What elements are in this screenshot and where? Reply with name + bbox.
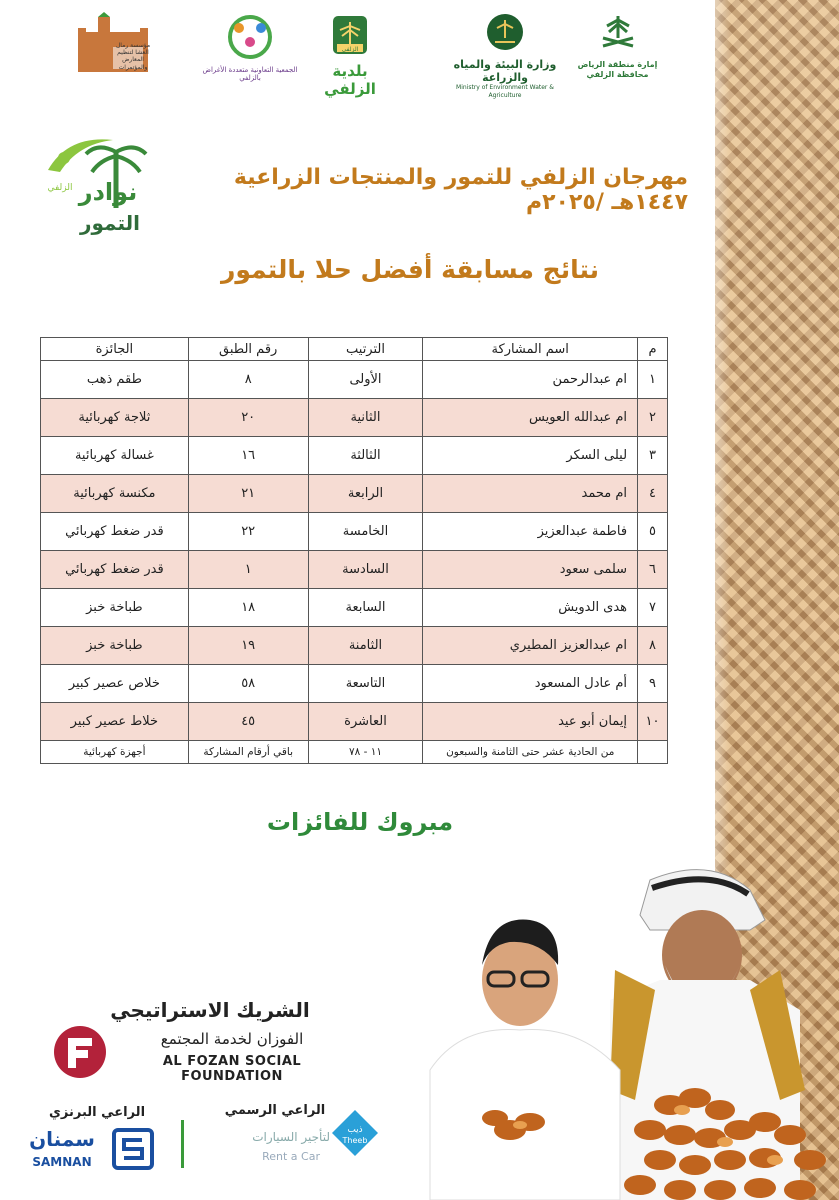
emirate-caption: إمارة منطقة الرياض محافظة الزلفي: [577, 60, 658, 79]
theeb-name-ar: لتأجير السيارات: [252, 1130, 330, 1144]
logos-row: [60, 12, 660, 99]
row-rank: الخامسة: [308, 513, 423, 551]
table-row: [41, 437, 668, 475]
samnan-name-ar: سمنان: [29, 1127, 95, 1151]
footer-plate: باقي أرقام المشاركة: [188, 741, 308, 764]
row-rank: السادسة: [308, 551, 423, 589]
header-rank: الترتيب: [308, 338, 423, 361]
row-num: ٣: [638, 437, 668, 475]
row-name: فاطمة عبدالعزيز: [423, 513, 638, 551]
table-row: [41, 513, 668, 551]
strategic-partner-title: الشريك الاستراتيجي: [110, 998, 310, 1022]
fair-organization-logo: [68, 12, 158, 76]
row-num: ٢: [638, 399, 668, 437]
row-prize: طباخة خبز: [41, 627, 189, 665]
row-plate: ٥٨: [188, 665, 308, 703]
row-rank: التاسعة: [308, 665, 423, 703]
row-prize: طقم ذهب: [41, 361, 189, 399]
ministry-logo: [440, 12, 570, 99]
row-prize: قدر ضغط كهربائي: [41, 513, 189, 551]
theeb-badge-en: Theeb: [342, 1136, 368, 1145]
row-num: ١: [638, 361, 668, 399]
row-name: هدى الدويش: [423, 589, 638, 627]
municipality-caption: بلدية الزلفي: [324, 62, 376, 98]
municipality-logo: [305, 12, 395, 98]
row-plate: ١٦: [188, 437, 308, 475]
municipality-badge-text: الزلفي: [341, 46, 359, 53]
row-name: ليلى السكر: [423, 437, 638, 475]
header-prize: الجائزة: [41, 338, 189, 361]
emirate-emblem-icon: [593, 12, 643, 56]
row-rank: الثامنة: [308, 627, 423, 665]
samnan-name-en: SAMNAN: [32, 1155, 92, 1169]
table-row: [41, 399, 668, 437]
row-prize: خلاط عصير كبير: [41, 703, 189, 741]
row-rank: الرابعة: [308, 475, 423, 513]
people-circle-icon: [215, 12, 285, 62]
palm-tree-icon: [38, 130, 158, 240]
table-row: [41, 361, 668, 399]
row-plate: ٨: [188, 361, 308, 399]
festival-logo-city: الزلفي: [47, 183, 73, 193]
festival-logo-line1: نوادر: [78, 178, 138, 206]
table-footer-row: [41, 741, 668, 764]
row-num: ١٠: [638, 703, 668, 741]
row-rank: العاشرة: [308, 703, 423, 741]
row-rank: الأولى: [308, 361, 423, 399]
row-name: ام عبدالعزيز المطيري: [423, 627, 638, 665]
table-row: [41, 589, 668, 627]
row-prize: ثلاجة كهربائية: [41, 399, 189, 437]
row-plate: ١٨: [188, 589, 308, 627]
bronze-sponsor-title: الراعي البرنزي: [48, 1105, 146, 1120]
fair-organization-caption: مؤسسة رمال العشا لتنظيم المعارض والمؤتمرات: [115, 42, 151, 71]
charity-caption: الجمعية التعاونية متعددة الأغراض بالزلفي: [202, 66, 298, 83]
row-name: سلمى سعود: [423, 551, 638, 589]
row-plate: ٢١: [188, 475, 308, 513]
emirate-logo: [575, 12, 660, 79]
row-num: ٦: [638, 551, 668, 589]
fozan-name-en: AL FOZAN SOCIAL FOUNDATION: [162, 1054, 302, 1084]
header-name: اسم المشاركة: [423, 338, 638, 361]
row-name: ام محمد: [423, 475, 638, 513]
row-rank: الثانية: [308, 399, 423, 437]
charity-logo: [200, 12, 300, 83]
fozan-logo-icon: [52, 1024, 108, 1080]
header-num: م: [638, 338, 668, 361]
row-num: ٥: [638, 513, 668, 551]
table-row: [41, 475, 668, 513]
row-prize: مكنسة كهربائية: [41, 475, 189, 513]
competition-subtitle: نتائج مسابقة أفضل حلا بالتمور: [220, 255, 600, 284]
row-name: ام عبدالله العويس: [423, 399, 638, 437]
theeb-badge-ar: ذيب: [347, 1125, 363, 1135]
table-row: [41, 703, 668, 741]
table-row: [41, 551, 668, 589]
row-plate: ٢٢: [188, 513, 308, 551]
footer-num: [638, 741, 668, 764]
festival-logo: [38, 130, 158, 240]
row-prize: خلاص عصير كبير: [41, 665, 189, 703]
row-plate: ٤٥: [188, 703, 308, 741]
festival-logo-line2: التمور: [80, 211, 140, 235]
footer-rank: ١١ - ٧٨: [308, 741, 423, 764]
footer-name: من الحادية عشر حتى الثامنة والسبعون: [423, 741, 638, 764]
congrats-text: مبروك للفائزات: [266, 808, 454, 836]
row-prize: غسالة كهربائية: [41, 437, 189, 475]
palm-badge-icon: [325, 12, 375, 58]
row-plate: ٢٠: [188, 399, 308, 437]
row-num: ٧: [638, 589, 668, 627]
row-num: ٤: [638, 475, 668, 513]
ministry-emblem-icon: [485, 12, 525, 54]
theeb-logo-icon: [330, 1108, 380, 1158]
row-name: إيمان أبو عيد: [423, 703, 638, 741]
samnan-logo-icon: [112, 1128, 154, 1170]
row-plate: ١٩: [188, 627, 308, 665]
row-rank: الثالثة: [308, 437, 423, 475]
table-header-row: [41, 338, 668, 361]
festival-title: مهرجان الزلفي للتمور والمنتجات الزراعية ١٤٤٧هـ /٢٠٢٥م: [233, 165, 688, 215]
row-prize: طباخة خبز: [41, 589, 189, 627]
ministry-caption-en: Ministry of Environment Water & Agriculture: [456, 84, 554, 99]
header-plate: رقم الطبق: [188, 338, 308, 361]
row-name: ام عبدالرحمن: [423, 361, 638, 399]
sponsor-divider: [181, 1120, 184, 1168]
row-prize: قدر ضغط كهربائي: [41, 551, 189, 589]
ministry-caption-ar: وزارة البيئة والمياه والزراعة: [453, 58, 557, 85]
row-rank: السابعة: [308, 589, 423, 627]
footer-prize: أجهزة كهربائية: [41, 741, 189, 764]
results-table: [40, 337, 668, 764]
table-row: [41, 627, 668, 665]
official-sponsor-title: الراعي الرسمي: [224, 1103, 326, 1118]
row-num: ٩: [638, 665, 668, 703]
fozan-name-ar: الفوزان لخدمة المجتمع: [160, 1030, 304, 1048]
row-plate: ١: [188, 551, 308, 589]
people-with-dates-photo: [420, 860, 839, 1200]
row-num: ٨: [638, 627, 668, 665]
theeb-name-en: Rent a Car: [262, 1150, 320, 1163]
row-name: أم عادل المسعود: [423, 665, 638, 703]
table-row: [41, 665, 668, 703]
